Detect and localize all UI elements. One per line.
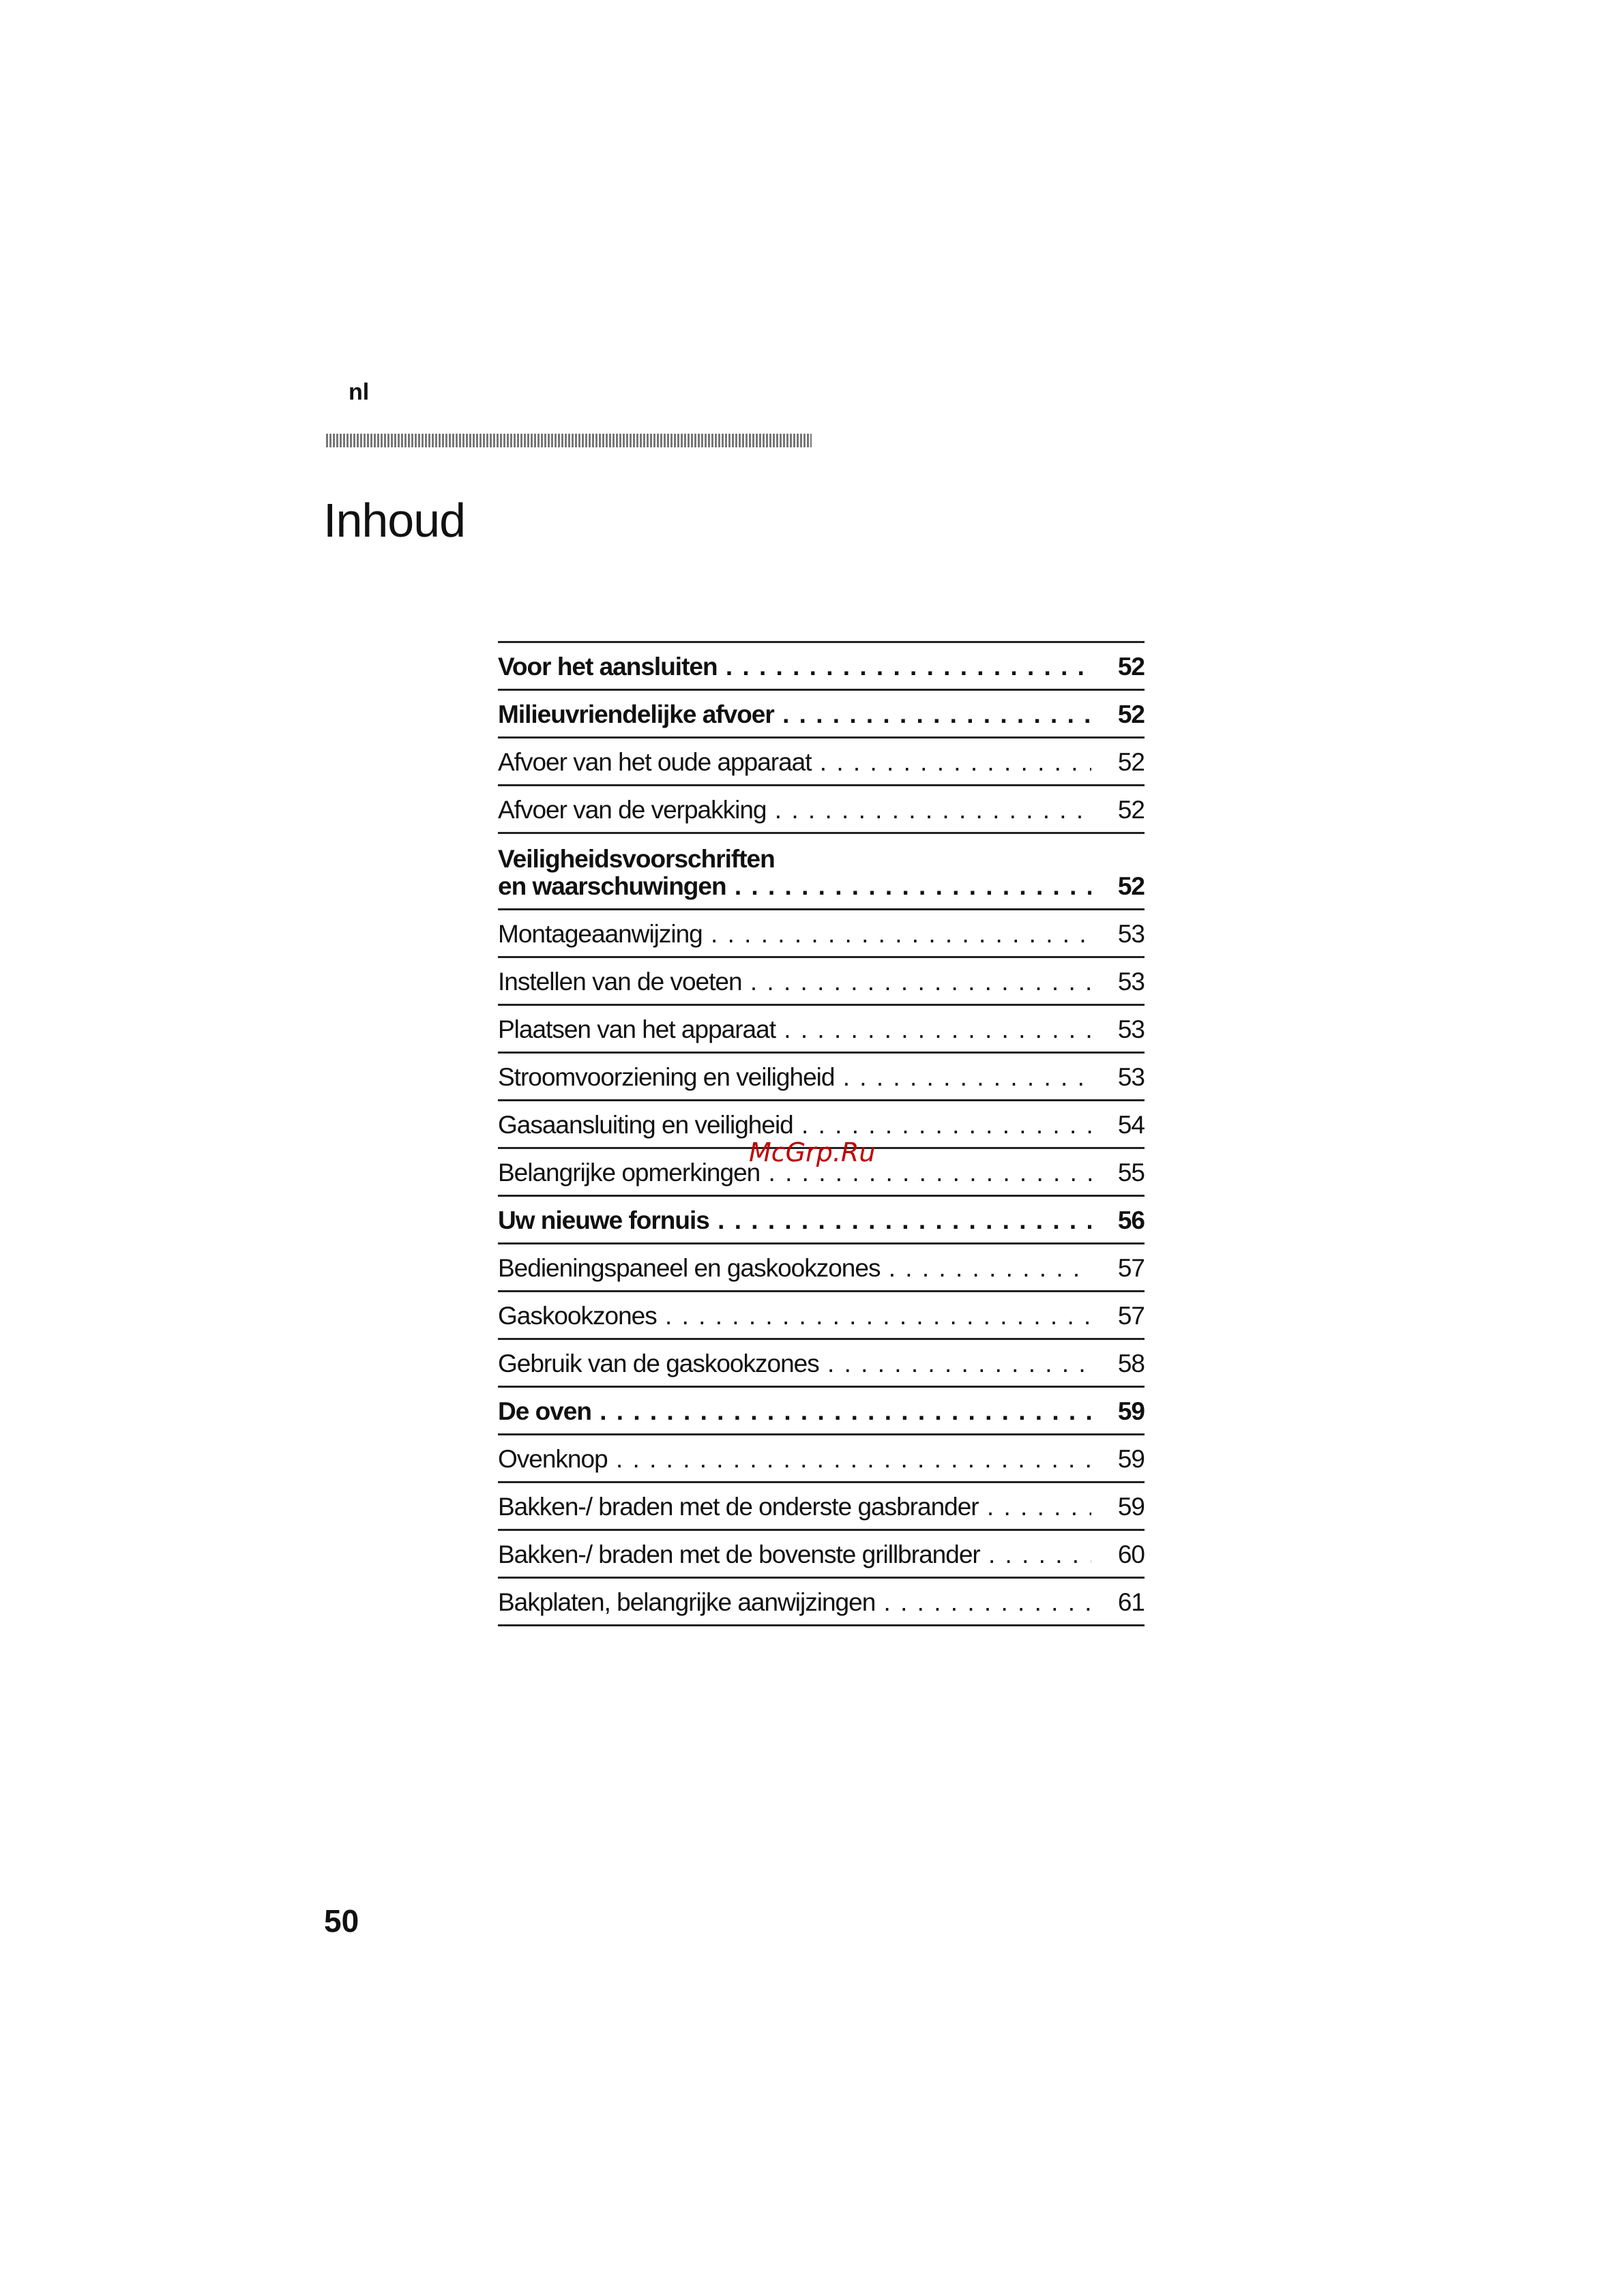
- toc-entry-page: 53: [1117, 1063, 1145, 1091]
- toc-entry-heading: Veiligheidsvoorschriften: [498, 846, 775, 873]
- toc-entry: [498, 1446, 1091, 1473]
- toc-entry: [498, 701, 1091, 728]
- toc-row[interactable]: [498, 1340, 1145, 1388]
- toc-entry-label: Afvoer van het oude apparaat . . .: [498, 749, 1091, 776]
- toc-entry-label: Bedieningspaneel en gaskookzones . . .: [498, 1255, 1091, 1282]
- toc-row[interactable]: [498, 1054, 1145, 1101]
- toc-entry-page: 59: [1117, 1493, 1145, 1521]
- toc-row[interactable]: [498, 1435, 1145, 1483]
- toc-entry: [498, 1016, 1091, 1043]
- toc-row[interactable]: [498, 643, 1145, 691]
- toc-entry-label: Montageaanwijzing . . .: [498, 921, 1091, 948]
- toc-entry-label: De oven . . .: [498, 1398, 1091, 1425]
- toc-entry-label: Uw nieuwe fornuis . . .: [498, 1207, 1091, 1234]
- toc-entry: [498, 1541, 1091, 1568]
- toc-entry-page: 58: [1117, 1350, 1145, 1377]
- toc-row[interactable]: [498, 739, 1145, 786]
- toc-entry-label: Gaskookzones . . .: [498, 1302, 1091, 1330]
- toc-entry-label: Bakken-/ braden met de onderste gasbrander . . .: [498, 1493, 1091, 1521]
- toc-entry-page: 57: [1117, 1302, 1145, 1330]
- toc-entry: [498, 1493, 1091, 1521]
- toc-row[interactable]: [498, 958, 1145, 1006]
- toc-entry: [498, 921, 1091, 948]
- toc-entry: [498, 749, 1091, 776]
- toc-entry-page: 59: [1117, 1397, 1145, 1425]
- toc-entry-label: Belangrijke opmerkingen . . .: [498, 1159, 1091, 1187]
- toc-entry-label: Gasaansluiting en veiligheid . . .: [498, 1112, 1091, 1139]
- toc-entry-label: Gebruik van de gaskookzones . . .: [498, 1350, 1091, 1377]
- toc-entry-label: Stroomvoorziening en veiligheid . . .: [498, 1064, 1091, 1091]
- toc-entry-label: Afvoer van de verpakking . . .: [498, 796, 1091, 824]
- watermark-text: McGrp.Ru: [749, 1137, 876, 1167]
- toc-entry-page: 61: [1117, 1588, 1145, 1616]
- toc-entry-label: Bakken-/ braden met de bovenste grillbrander . . .: [498, 1541, 1091, 1568]
- toc-row[interactable]: [498, 1292, 1145, 1340]
- toc-entry: [498, 1350, 1091, 1377]
- toc-entry-page: 52: [1117, 653, 1145, 681]
- toc-entry: [498, 1302, 1091, 1330]
- toc-entry: [498, 968, 1091, 996]
- toc-entry-label: en waarschuwingen . . .: [498, 872, 1091, 900]
- language-label: nl: [349, 379, 370, 405]
- toc-entry-page: 57: [1117, 1254, 1145, 1282]
- toc-entry-page: 56: [1117, 1206, 1145, 1234]
- toc-entry-page: 52: [1117, 700, 1145, 728]
- toc-entry: [498, 1207, 1091, 1234]
- toc-row[interactable]: [498, 691, 1145, 739]
- toc-row[interactable]: [498, 1244, 1145, 1292]
- toc-entry-page: 52: [1117, 872, 1145, 900]
- toc-entry-page: 60: [1117, 1540, 1145, 1568]
- toc-entry: [498, 1064, 1091, 1091]
- toc-entry-label: Plaatsen van het apparaat . . .: [498, 1016, 1091, 1043]
- toc-row[interactable]: [498, 1197, 1145, 1244]
- toc-entry-label: Voor het aansluiten . . .: [498, 653, 1091, 681]
- toc-entry: [498, 846, 1091, 900]
- toc-row[interactable]: [498, 1579, 1145, 1626]
- toc-row[interactable]: [498, 1483, 1145, 1531]
- toc-entry-label: Bakplaten, belangrijke aanwijzingen . . .: [498, 1589, 1091, 1616]
- page-number: 50: [324, 1903, 359, 1939]
- title-rule: [326, 434, 812, 447]
- toc-entry-page: 59: [1117, 1445, 1145, 1473]
- toc-row[interactable]: [498, 834, 1145, 910]
- toc-entry-label: Milieuvriendelijke afvoer . . .: [498, 701, 1091, 728]
- toc-entry-page: 54: [1117, 1111, 1145, 1139]
- toc-entry-page: 53: [1117, 968, 1145, 996]
- toc-entry-page: 52: [1117, 748, 1145, 776]
- toc-entry: [498, 653, 1091, 681]
- toc-entry-page: 53: [1117, 920, 1145, 948]
- toc-entry: [498, 796, 1091, 824]
- toc-row[interactable]: [498, 1006, 1145, 1054]
- toc-entry: [498, 1589, 1091, 1616]
- toc-entry-page: 55: [1117, 1159, 1145, 1187]
- toc-entry-label: Ovenknop . . .: [498, 1446, 1091, 1473]
- toc-row[interactable]: [498, 1388, 1145, 1435]
- toc-row[interactable]: [498, 910, 1145, 958]
- toc-entry-label: Instellen van de voeten . . .: [498, 968, 1091, 996]
- toc-entry-page: 53: [1117, 1015, 1145, 1043]
- toc-entry: [498, 1255, 1091, 1282]
- toc-entry: [498, 1112, 1091, 1139]
- toc-row[interactable]: [498, 1531, 1145, 1579]
- table-of-contents: [498, 641, 1145, 1626]
- toc-entry-page: 52: [1117, 796, 1145, 824]
- toc-entry: [498, 1398, 1091, 1425]
- toc-row[interactable]: [498, 786, 1145, 834]
- page-title: Inhoud: [323, 493, 466, 547]
